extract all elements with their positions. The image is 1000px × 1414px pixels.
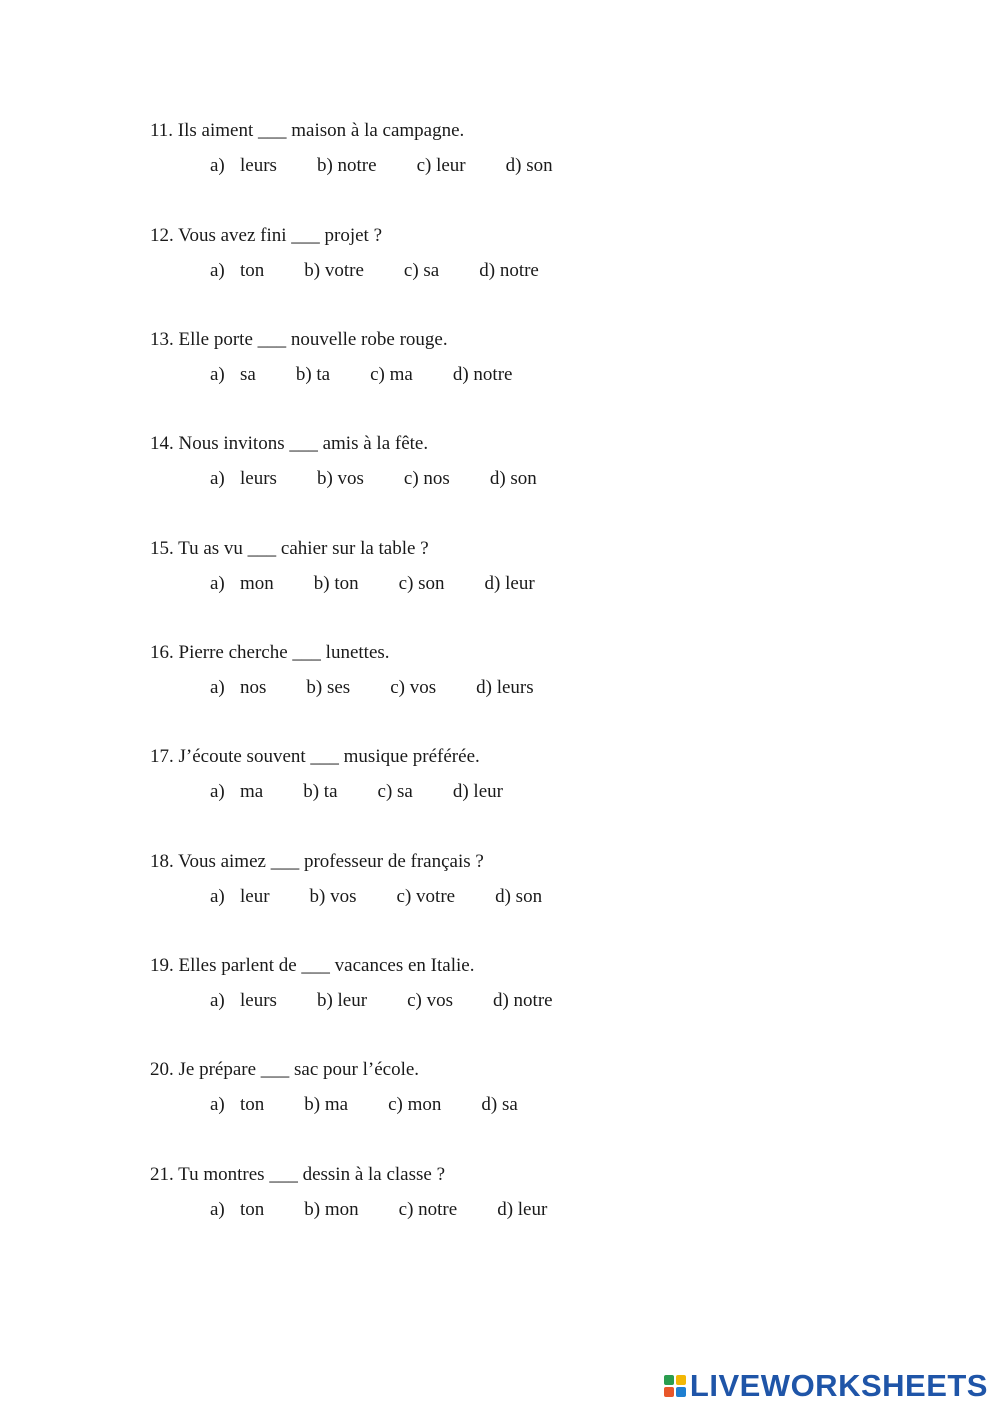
option-c[interactable]: c) sa bbox=[377, 781, 413, 802]
question-12 bbox=[150, 224, 910, 283]
option-a[interactable]: a) leurs bbox=[210, 155, 277, 176]
option-c[interactable]: c) ma bbox=[370, 364, 413, 385]
question-21 bbox=[150, 1163, 910, 1222]
question-text: 19. Elles parlent de ___ vacances en Italie. bbox=[150, 955, 475, 976]
option-d[interactable]: d) son bbox=[505, 155, 553, 176]
question-text: 18. Vous aimez ___ professeur de français ? bbox=[150, 851, 484, 872]
option-d[interactable]: d) son bbox=[495, 886, 543, 907]
answer-options bbox=[210, 1093, 910, 1117]
option-a[interactable]: a) ton bbox=[210, 1094, 265, 1115]
question-text: 21. Tu montres ___ dessin à la classe ? bbox=[150, 1164, 446, 1185]
question-16 bbox=[150, 641, 910, 700]
question-text: 14. Nous invitons ___ amis à la fête. bbox=[150, 433, 429, 454]
option-a[interactable]: a) leurs bbox=[210, 468, 277, 489]
question-text: 13. Elle porte ___ nouvelle robe rouge. bbox=[150, 329, 448, 350]
option-c[interactable]: c) son bbox=[398, 573, 445, 594]
option-a[interactable]: a) mon bbox=[210, 573, 274, 594]
option-d[interactable]: d) sa bbox=[481, 1094, 518, 1115]
logo-square-blue bbox=[676, 1387, 686, 1397]
option-d[interactable]: d) leur bbox=[484, 573, 535, 594]
liveworksheets-logo-icon bbox=[664, 1375, 686, 1397]
answer-options bbox=[210, 676, 910, 700]
option-a[interactable]: a) sa bbox=[210, 364, 256, 385]
logo-square-orange bbox=[664, 1387, 674, 1397]
option-d[interactable]: d) leurs bbox=[476, 677, 534, 698]
answer-options bbox=[210, 989, 910, 1013]
option-a[interactable]: a) leurs bbox=[210, 990, 277, 1011]
option-a[interactable]: a) nos bbox=[210, 677, 267, 698]
question-text: 17. J’écoute souvent ___ musique préférée. bbox=[150, 746, 480, 767]
question-11 bbox=[150, 119, 910, 178]
question-text: 16. Pierre cherche ___ lunettes. bbox=[150, 642, 390, 663]
option-a[interactable]: a) ma bbox=[210, 781, 264, 802]
option-d[interactable]: d) leur bbox=[497, 1199, 548, 1220]
option-b[interactable]: b) ses bbox=[306, 677, 351, 698]
question-text: 15. Tu as vu ___ cahier sur la table ? bbox=[150, 538, 429, 559]
option-b[interactable]: b) votre bbox=[304, 260, 364, 281]
option-c[interactable]: c) vos bbox=[390, 677, 437, 698]
question-17 bbox=[150, 745, 910, 804]
option-d[interactable]: d) son bbox=[489, 468, 537, 489]
option-b[interactable]: b) leur bbox=[316, 990, 368, 1011]
option-b[interactable]: b) notre bbox=[316, 155, 377, 176]
option-b[interactable]: b) vos bbox=[309, 886, 357, 907]
option-d[interactable]: d) notre bbox=[452, 364, 513, 385]
answer-options bbox=[210, 572, 910, 596]
answer-options bbox=[210, 1198, 910, 1222]
option-c[interactable]: c) sa bbox=[403, 260, 440, 281]
question-19 bbox=[150, 954, 910, 1013]
question-15 bbox=[150, 537, 910, 596]
answer-options bbox=[210, 885, 910, 909]
option-a[interactable]: a) ton bbox=[210, 1199, 265, 1220]
question-18 bbox=[150, 850, 910, 909]
question-text: 12. Vous avez fini ___ projet ? bbox=[150, 225, 383, 246]
answer-options bbox=[210, 467, 910, 491]
option-b[interactable]: b) vos bbox=[316, 468, 364, 489]
option-b[interactable]: b) mon bbox=[304, 1199, 359, 1220]
option-b[interactable]: b) ma bbox=[304, 1094, 349, 1115]
question-13 bbox=[150, 328, 910, 387]
option-b[interactable]: b) ton bbox=[313, 573, 359, 594]
logo-square-green bbox=[664, 1375, 674, 1385]
liveworksheets-logo bbox=[664, 1368, 988, 1404]
option-c[interactable]: c) notre bbox=[398, 1199, 458, 1220]
question-20 bbox=[150, 1058, 910, 1117]
option-b[interactable]: b) ta bbox=[295, 364, 331, 385]
question-text: 11. Ils aiment ___ maison à la campagne. bbox=[150, 120, 465, 141]
option-b[interactable]: b) ta bbox=[303, 781, 338, 802]
logo-text: LIVEWORKSHEETS bbox=[689, 1368, 988, 1403]
option-d[interactable]: d) notre bbox=[479, 260, 539, 281]
logo-square-yellow bbox=[676, 1375, 686, 1385]
option-d[interactable]: d) leur bbox=[452, 781, 503, 802]
option-c[interactable]: c) votre bbox=[396, 886, 456, 907]
option-d[interactable]: d) notre bbox=[492, 990, 553, 1011]
question-14 bbox=[150, 432, 910, 491]
answer-options bbox=[210, 154, 910, 178]
option-a[interactable]: a) leur bbox=[210, 886, 270, 907]
answer-options bbox=[210, 363, 910, 387]
answer-options bbox=[210, 780, 910, 804]
option-c[interactable]: c) vos bbox=[407, 990, 453, 1011]
option-c[interactable]: c) mon bbox=[388, 1094, 442, 1115]
option-c[interactable]: c) leur bbox=[416, 155, 466, 176]
question-text: 20. Je prépare ___ sac pour l’école. bbox=[150, 1059, 420, 1080]
answer-options bbox=[210, 259, 910, 283]
option-a[interactable]: a) ton bbox=[210, 260, 265, 281]
option-c[interactable]: c) nos bbox=[403, 468, 450, 489]
